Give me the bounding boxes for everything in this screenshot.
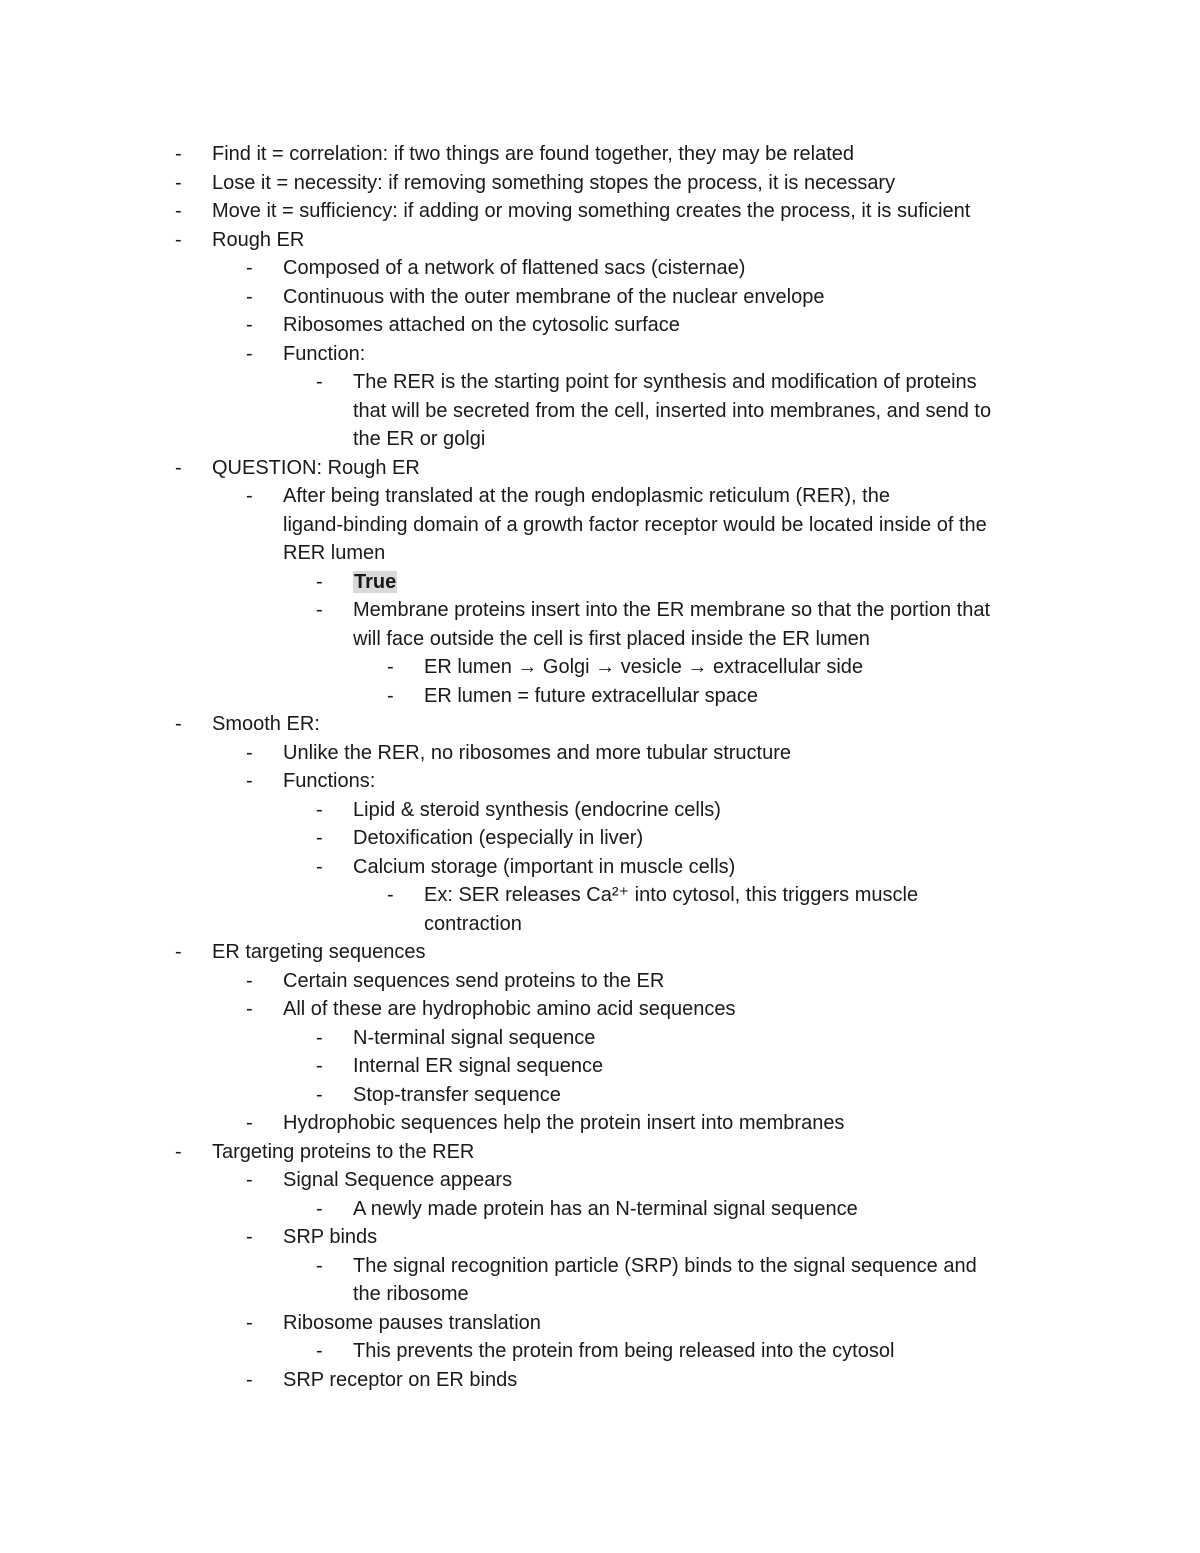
outline-line — [0, 682, 1200, 711]
line-text: A newly made protein has an N-terminal signal sequence — [353, 1197, 858, 1220]
outline-line — [0, 1109, 1200, 1138]
bullet-marker: - — [246, 1311, 253, 1334]
outline-line — [0, 454, 1200, 483]
outline-line — [0, 625, 1200, 654]
bullet-marker: - — [175, 941, 182, 963]
outline-line — [0, 596, 1200, 625]
outline-line — [0, 1024, 1200, 1053]
bullet-marker: - — [316, 599, 323, 621]
line-text: Membrane proteins insert into the ER membrane so that the portion that — [353, 599, 991, 621]
bullet-marker: - — [175, 171, 182, 194]
line-text: Lose it = necessity: if removing something stopes the process, it is necessary — [212, 171, 896, 194]
bullet-marker: - — [316, 1340, 323, 1362]
outline-line — [0, 1195, 1200, 1224]
outline-line — [0, 710, 1200, 739]
outline-line — [0, 653, 1200, 682]
bullet-marker: - — [246, 1226, 253, 1248]
outline-line — [0, 1252, 1200, 1281]
line-text: ER lumen = future extracellular space — [424, 684, 759, 707]
line-text: Calcium storage (important in muscle cells) — [353, 855, 736, 878]
bullet-marker: - — [246, 741, 253, 764]
outline-line — [0, 311, 1200, 340]
line-text: Function: — [283, 342, 366, 365]
bullet-marker: - — [387, 684, 394, 707]
bullet-marker: - — [316, 1197, 323, 1220]
outline-line — [0, 482, 1200, 511]
outline-line — [0, 1337, 1200, 1366]
line-text: Ribosomes attached on the cytosolic surface — [283, 314, 680, 336]
line-text: Move it = sufficiency: if adding or moving something creates the process, it is suficient — [212, 200, 971, 222]
bullet-marker: - — [316, 1055, 323, 1077]
outline-line — [0, 397, 1200, 426]
line-text: Signal Sequence appears — [283, 1169, 513, 1191]
bullet-marker: - — [246, 770, 253, 792]
line-text: Continuous with the outer membrane of the nuclear envelope — [283, 285, 825, 308]
bullet-marker: - — [387, 656, 394, 678]
bullet-marker: - — [246, 485, 253, 507]
line-text: ER lumen → Golgi → vesicle → extracellular side — [424, 656, 864, 678]
line-text: After being translated at the rough endoplasmic reticulum (RER), the — [283, 485, 890, 507]
line-text: Composed of a network of flattened sacs (cisternae) — [283, 257, 746, 279]
line-text: Rough ER — [212, 228, 305, 251]
line-text: SRP binds — [283, 1226, 378, 1248]
outline-line — [0, 1223, 1200, 1252]
bullet-marker: - — [175, 713, 182, 735]
bullet-marker: - — [246, 285, 253, 308]
line-text: Unlike the RER, no ribosomes and more tubular structure — [283, 741, 792, 764]
document-body — [0, 140, 1200, 1394]
outline-line — [0, 511, 1200, 540]
line-text: Targeting proteins to the RER — [212, 1140, 475, 1163]
line-text: Lipid & steroid synthesis (endocrine cells) — [353, 798, 721, 821]
bullet-marker: - — [246, 1368, 253, 1391]
outline-line — [0, 967, 1200, 996]
outline-line — [0, 1052, 1200, 1081]
line-text: N-terminal signal sequence — [353, 1026, 596, 1049]
outline-line — [0, 226, 1200, 255]
line-text: The RER is the starting point for synthesis and modification of proteins — [353, 371, 977, 393]
bullet-marker: - — [316, 1083, 323, 1106]
outline-line — [0, 767, 1200, 796]
bullet-marker: - — [246, 257, 253, 279]
highlight-mark: True — [354, 570, 397, 593]
line-text: Detoxification (especially in liver) — [353, 827, 644, 849]
line-text: Functions: — [283, 770, 376, 792]
outline-line — [0, 197, 1200, 226]
outline-line — [0, 824, 1200, 853]
outline-line — [0, 425, 1200, 454]
bullet-marker: - — [316, 1254, 323, 1277]
line-text: All of these are hydrophobic amino acid sequences — [283, 998, 736, 1020]
bullet-marker: - — [246, 342, 253, 365]
outline-line — [0, 938, 1200, 967]
outline-line — [0, 140, 1200, 169]
line-text: that will be secreted from the cell, inserted into membranes, and send to — [353, 399, 992, 422]
bullet-marker: - — [246, 1112, 253, 1134]
line-text: Hydrophobic sequences help the protein insert into membranes — [283, 1112, 845, 1134]
outline-line — [0, 995, 1200, 1024]
outline-line — [0, 910, 1200, 939]
outline-line — [0, 853, 1200, 882]
outline-line — [0, 368, 1200, 397]
bullet-marker: - — [316, 371, 323, 393]
line-text: Internal ER signal sequence — [353, 1055, 604, 1077]
outline-line — [0, 1309, 1200, 1338]
line-text: This prevents the protein from being released into the cytosol — [353, 1340, 895, 1362]
line-text: Ribosome pauses translation — [283, 1311, 541, 1334]
bullet-marker: - — [175, 200, 182, 222]
outline-line — [0, 254, 1200, 283]
line-text: will face outside the cell is first placed inside the ER lumen — [353, 627, 870, 650]
bullet-marker: - — [246, 969, 253, 992]
line-text: the ribosome — [353, 1283, 469, 1305]
line-text: ligand-binding domain of a growth factor receptor would be located inside of the — [283, 513, 987, 536]
highlighted-answer — [353, 568, 397, 597]
outline-line — [0, 881, 1200, 910]
bullet-marker: - — [387, 884, 394, 906]
line-text: Ex: SER releases Ca²⁺ into cytosol, this triggers muscle — [424, 884, 919, 906]
bullet-marker: - — [246, 314, 253, 336]
bullet-marker: - — [316, 798, 323, 821]
bullet-marker: - — [316, 855, 323, 878]
outline-line — [0, 1280, 1200, 1309]
line-text: The signal recognition particle (SRP) binds to the signal sequence and — [353, 1254, 977, 1277]
bullet-marker: - — [316, 827, 323, 849]
bullet-marker: - — [175, 228, 182, 251]
bullet-marker: - — [246, 1169, 253, 1191]
outline-line — [0, 1166, 1200, 1195]
line-text: Find it = correlation: if two things are found together, they may be related — [212, 143, 855, 165]
bullet-marker: - — [175, 456, 182, 479]
line-text: contraction — [424, 912, 522, 935]
outline-line — [0, 539, 1200, 568]
outline-line — [0, 568, 1200, 597]
line-text: Stop-transfer sequence — [353, 1083, 561, 1106]
line-text: Smooth ER: — [212, 713, 320, 735]
bullet-marker: - — [175, 143, 182, 165]
bullet-marker: - — [316, 570, 323, 593]
line-text: the ER or golgi — [353, 428, 486, 450]
outline-line — [0, 1366, 1200, 1395]
line-text: SRP receptor on ER binds — [283, 1368, 518, 1391]
outline-line — [0, 1081, 1200, 1110]
line-text: ER targeting sequences — [212, 941, 426, 963]
line-text: RER lumen — [283, 542, 386, 564]
bullet-marker: - — [175, 1140, 182, 1163]
outline-line — [0, 283, 1200, 312]
outline-line — [0, 169, 1200, 198]
outline-line — [0, 739, 1200, 768]
bullet-marker: - — [316, 1026, 323, 1049]
outline-line — [0, 1138, 1200, 1167]
outline-line — [0, 340, 1200, 369]
line-text: Certain sequences send proteins to the ER — [283, 969, 665, 992]
outline-line — [0, 796, 1200, 825]
bullet-marker: - — [246, 998, 253, 1020]
line-text: QUESTION: Rough ER — [212, 456, 420, 479]
